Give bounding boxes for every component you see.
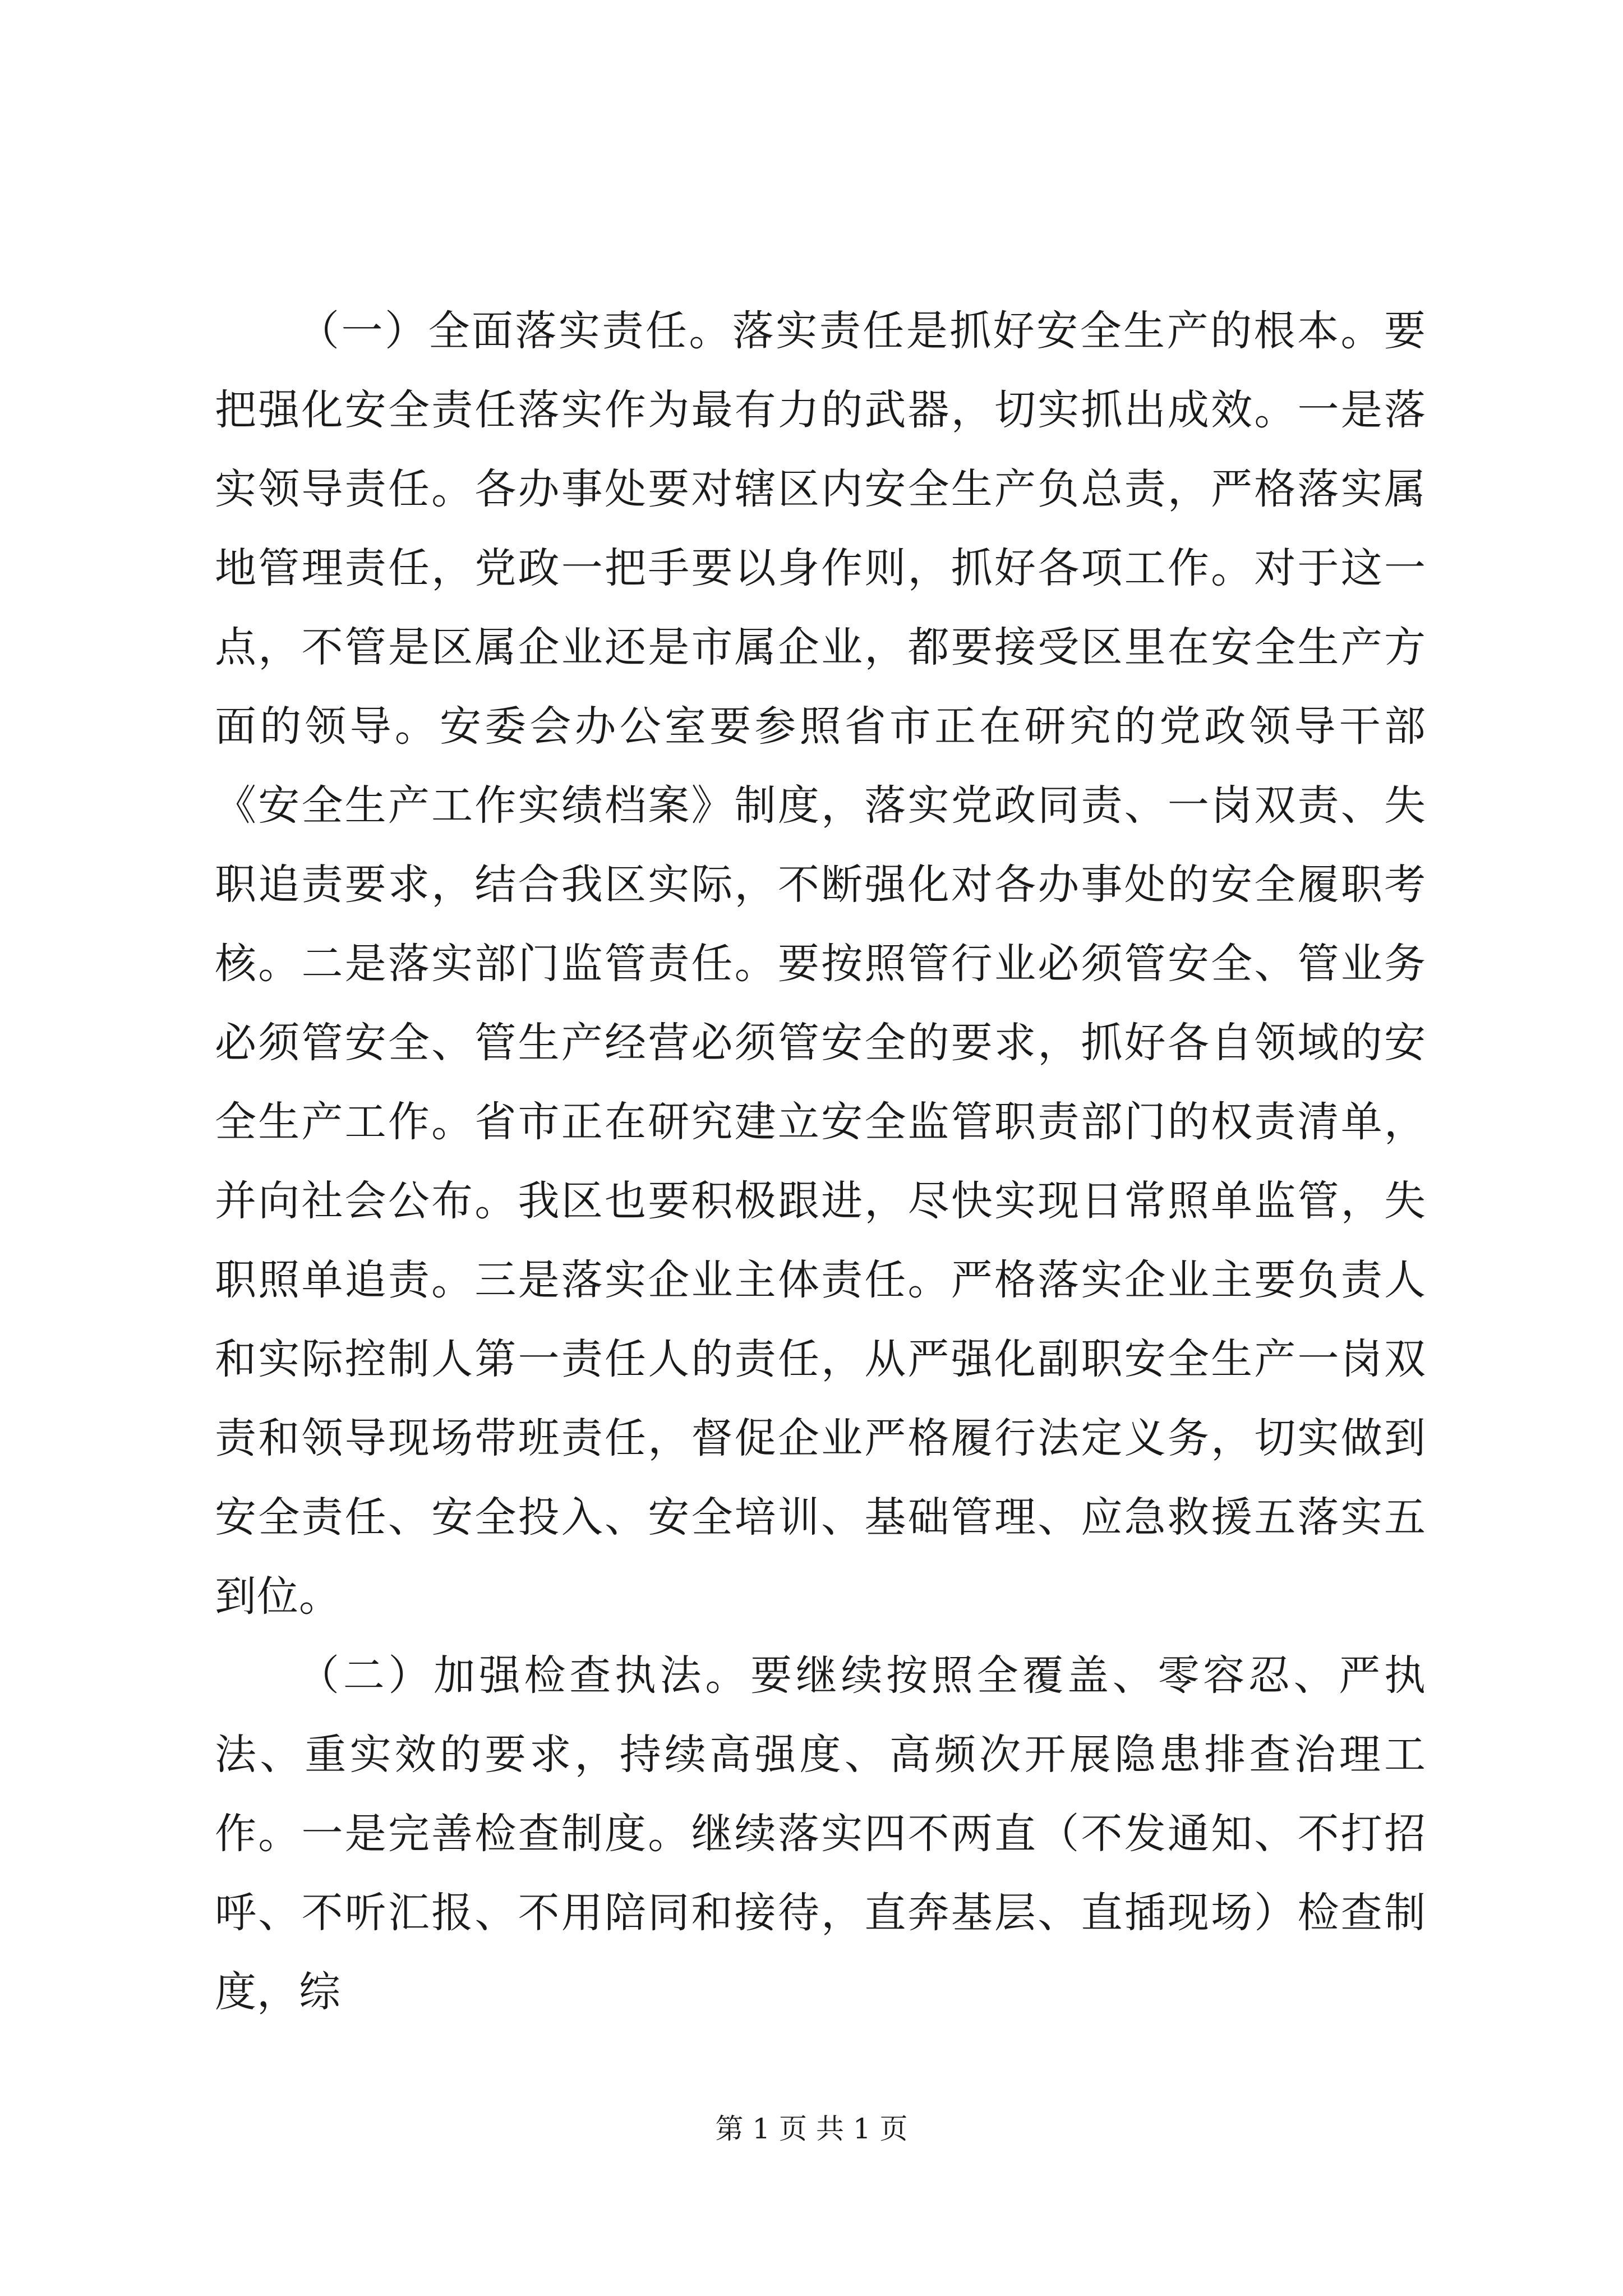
page-footer: 第 1 页 共 1 页 — [715, 2113, 908, 2145]
document-body — [215, 292, 1426, 2032]
paragraph-inspection: （二）加强检查执法。要继续按照全覆盖、零容忍、严执法、重实效的要求，持续高强度、高频次开展隐患排查治理工作。一是完善检查制度。继续落实四不两直（不发通知、不打招呼、不听汇报、不用陪同和接待，直奔基层、直插现场）检查制度，综 — [215, 1651, 1426, 2016]
paragraph-responsibility: （一）全面落实责任。落实责任是抓好安全生产的根本。要把强化安全责任落实作为最有力的武器，切实抓出成效。一是落实领导责任。各办事处要对辖区内安全生产负总责，严格落实属地管理责任，党政一把手要以身作则，抓好各项工作。对于这一点，不管是区属企业还是市属企业，都要接受区里在安全生产方面的领导。安委会办公室要参照省市正在研究的党政领导干部《安全生产工作实绩档案》制度，落实党政同责、一岗双责、失职追责要求，结合我区实际，不断强化对各办事处的安全履职考核。二是落实部门监管责任。要按照管行业必须管安全、管业务必须管安全、管生产经营必须管安全的要求，抓好各自领域的安全生产工作。省市正在研究建立安全监管职责部门的权责清单，并向社会公布。我区也要积极跟进，尽快实现日常照单监管，失职照单追责。三是落实企业主体责任。严格落实企业主要负责人和实际控制人第一责任人的责任，从严强化副职安全生产一岗双责和领导现场带班责任，督促企业严格履行法定义务，切实做到安全责任、安全投入、安全培训、基础管理、应急救援五落实五到位。 — [215, 307, 1426, 1621]
